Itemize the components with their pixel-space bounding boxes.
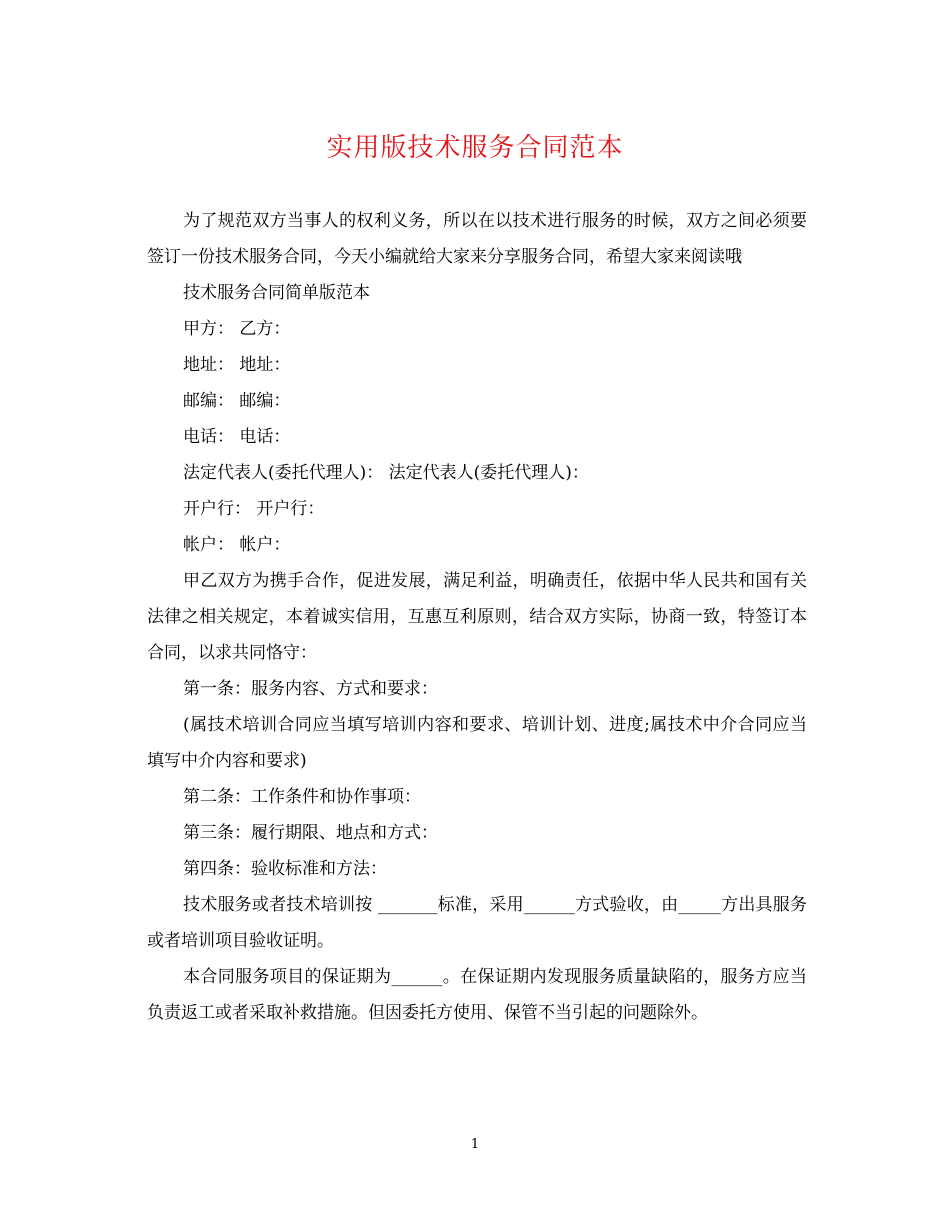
article-one-note: (属技术培训合同应当填写培训内容和要求、培训计划、进度;属技术中介合同应当填写中介内容和要求) [147, 715, 807, 771]
document-title: 实用版技术服务合同范本 [326, 133, 624, 163]
agreement-paragraph: 甲乙双方为携手合作，促进发展，满足利益，明确责任，依据中华人民共和国有关法律之相关规定，本着诚实信用，互惠互利原则，结合双方实际，协商一致，特签订本合同，以求共同恪守： [147, 571, 807, 663]
phone-line: 电话： 电话： [183, 427, 291, 447]
address-line: 地址： 地址： [183, 355, 291, 375]
document-body [147, 203, 807, 1031]
account-line: 帐户： 帐户： [183, 535, 291, 555]
article-two: 第二条：工作条件和协作事项： [183, 787, 421, 807]
warranty-paragraph: 本合同服务项目的保证期为______。在保证期内发现服务质量缺陷的，服务方应当负责返工或者采取补救措施。但因委托方使用、保管不当引起的问题除外。 [147, 967, 807, 1023]
article-four: 第四条：验收标准和方法： [183, 859, 387, 879]
party-line: 甲方： 乙方： [183, 319, 291, 339]
legal-representative-line: 法定代表人(委托代理人)： 法定代表人(委托代理人)： [183, 463, 589, 483]
postcode-line: 邮编： 邮编： [183, 391, 291, 411]
article-one: 第一条：服务内容、方式和要求： [183, 679, 438, 699]
acceptance-paragraph: 技术服务或者技术培训按 _______标准，采用______方式验收，由_____方出具服务或者培训项目验收证明。 [147, 895, 807, 951]
page-number: 1 [470, 1137, 480, 1152]
bank-line: 开户行： 开户行： [183, 499, 325, 519]
article-three: 第三条：履行期限、地点和方式： [183, 823, 438, 843]
intro-paragraph: 为了规范双方当事人的权利义务，所以在以技术进行服务的时候，双方之间必须要签订一份技术服务合同，今天小编就给大家来分享服务合同，希望大家来阅读哦 [147, 211, 807, 267]
section-heading: 技术服务合同简单版范本 [183, 283, 370, 303]
